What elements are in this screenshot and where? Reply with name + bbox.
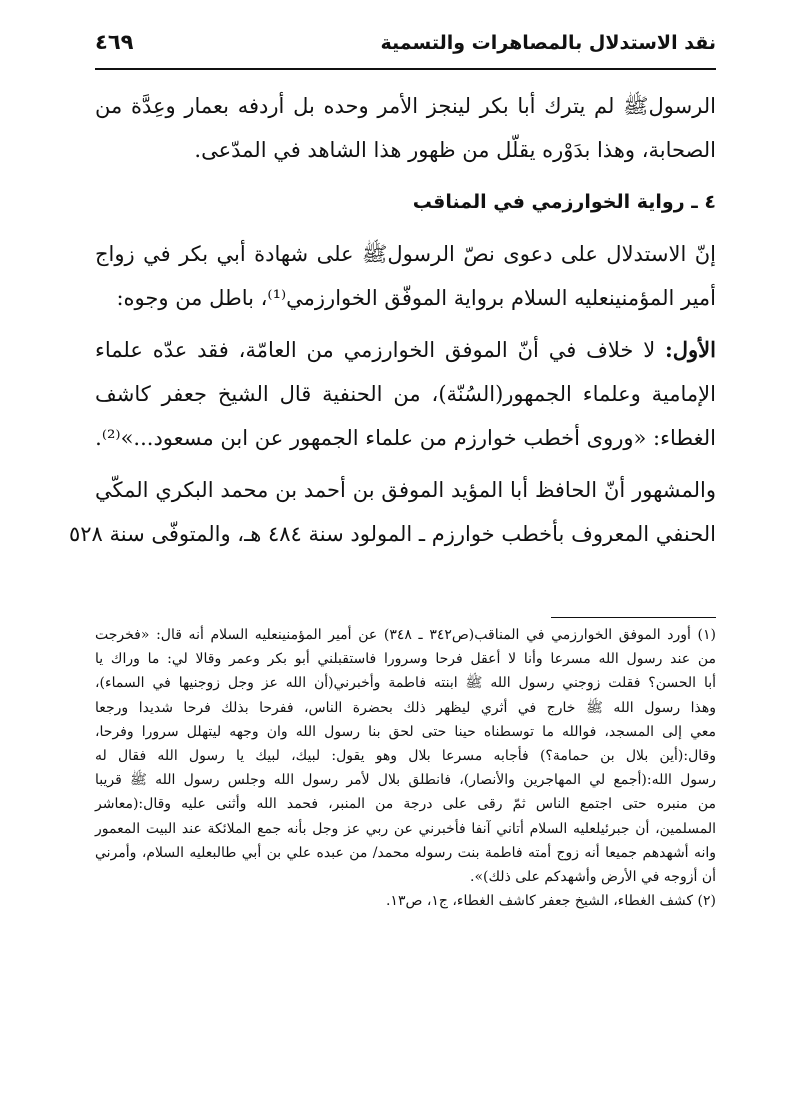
paragraph-line: إنّ الاستدلال على دعوى نصّ الرسولﷺ على شهادة أبي بكر في زواج <box>95 242 716 266</box>
footnote-line: أن أزوجه في الأرض وأشهدكم على ذلك)». <box>470 868 716 885</box>
footnote-line: (٢) كشف الغطاء، الشيخ جعفر كاشف الغطاء، ج١، ص١٣. <box>385 893 716 910</box>
footnote-line: معي إلى المسجد، فوالله ما توسطناه حينا حتى لحق بنا رسول الله وان وجهه ليتهلل سرورا وفرحا، <box>95 723 716 740</box>
paragraph-line: الصحابة، وهذا بدَوْره يقلّل من ظهور هذا الشاهد في المدّعى. <box>194 138 716 162</box>
paragraph-line: أمير المؤمنينعليه السلام برواية الموفّق الخوارزمي⁽¹⁾، باطل من وجوه: <box>116 286 716 310</box>
paragraph-text: لا خلاف في أنّ الموفق الخوارزمي من العامّة، فقد عدّه علماء <box>95 338 666 362</box>
footnote-line: المسلمين، أن جبرئيلعليه السلام أتاني آنفا فأخبرني عن ربي عز وجل بأنه جمع الملائكة عند البيت المعمور <box>95 820 716 837</box>
footnote-line: رسول الله:(أجمع لي المهاجرين والأنصار)، فانطلق بلال لأمر رسول الله وجلس رسول الله ﷺ قريبا <box>95 772 716 789</box>
footnote-line: وانه أشهدهم جميعا أنه زوج أمته فاطمة بنت رسوله محمد/ من عبده علي بن أبي طالبعليه السلام، وأمرني <box>95 844 716 861</box>
page-number: ٤٦٩ <box>95 30 134 54</box>
footnote-line: وهذا رسول الله ﷺ خارج في أثري ليظهر ذلك بحضرة الناس، ففرحا بذلك فرحا شديدا ورجعا <box>95 699 716 716</box>
footnote-line: من عند رسول الله مسرعا وأنا لا أعقل فرحا وسرورا فاستقبلني أبو بكر وعمر وقالا لي: ما وراك يا <box>95 651 716 668</box>
paragraph-line: الإمامية وعلماء الجمهور(السُنّة)، من الحنفية قال الشيخ جعفر كاشف <box>95 382 716 406</box>
footnote-line: وقال:(أين بلال بن حمامة؟) فأجابه مسرعا بلال وهو يقول: لبيك، لبيك يا رسول الله فقال له <box>95 747 716 764</box>
paragraph-line: الغطاء: «وروى أخطب خوارزم من علماء الجمهور عن ابن مسعود...»⁽²⁾. <box>95 426 716 450</box>
running-header-title: نقد الاستدلال بالمصاهرات والتسمية <box>380 32 716 54</box>
paragraph-line: الرسولﷺ لم يترك أبا بكر لينجز الأمر وحده بل أردفه بعمار وعِدَّة من <box>95 94 716 118</box>
main-text <box>69 84 716 556</box>
footnotes <box>95 623 716 913</box>
running-header <box>95 28 716 70</box>
section-heading: ٤ ـ رواية الخوارزمي في المناقب <box>412 191 716 213</box>
point-label-first: الأول: <box>665 337 716 362</box>
paragraph-line: والمشهور أنّ الحافظ أبا المؤيد الموفق بن أحمد بن محمد البكري المكّي <box>95 478 716 502</box>
footnote-line: من منبره حتى اجتمع الناس ثمّ رقى على درجة من المنبر، فحمد الله وأثنى عليه وقال:(معاشر <box>95 796 716 813</box>
footnote-line: (١) أورد الموفق الخوارزمي في المناقب(ص٣٤٢ ـ ٣٤٨) عن أمير المؤمنينعليه السلام أنه قال: «فخرجت <box>95 627 716 643</box>
footnote-divider <box>551 617 716 618</box>
paragraph-line: الحنفي المعروف بأخطب خوارزم ـ المولود سنة ٤٨٤ هـ، والمتوفّى سنة ٥٢٨ <box>69 522 716 546</box>
paragraph-line <box>95 328 716 372</box>
footnote-line: أبا الحسن؟ فقلت زوجني رسول الله ﷺ ابنته فاطمة وأخبرني(أن الله عز وجل زوجنيها في السماء)، <box>95 675 716 692</box>
